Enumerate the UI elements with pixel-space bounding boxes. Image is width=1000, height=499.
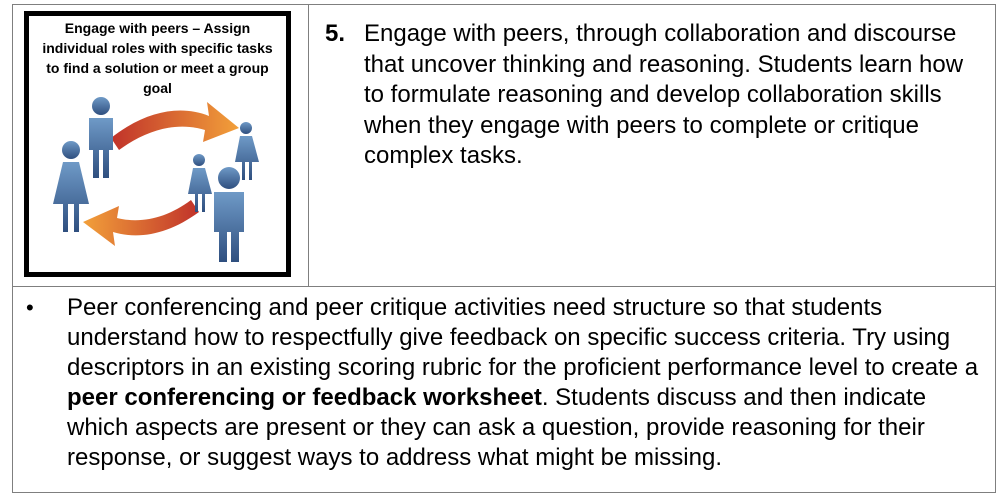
step-cell [309,5,995,286]
bullet-text-before: Peer conferencing and peer critique activities need structure so that students understand how to respectfully give feedback on specific success criteria. Try using descriptors in an existing scoring rubric for the proficient performance level to create a [67,294,979,381]
poster-caption: Engage with peers – Assign individual roles with specific tasks to find a solution or meet a group goal [42,20,273,96]
step-description: Engage with peers, through collaboration and discourse that uncover thinking and reasoning. Students learn how to formulate reasoning and develop collaboration skills when they engage with peers to complete or critique complex tasks. [364,20,964,169]
person-figure [214,167,244,262]
bullet-emphasis: peer conferencing or feedback worksheet [67,384,542,411]
bullet-text-after: . Students discuss and then indicate which aspects are present or they can ask a question, provide reasoning for their response, or suggest ways to address what might be missing. [67,384,927,471]
person-figure [89,97,113,178]
image-cell [13,5,309,286]
person-figure [53,141,89,232]
bullet-text [67,293,991,473]
table-row-bottom [13,287,995,492]
engage-with-peers-poster [24,11,291,277]
arrow-bottom [83,200,199,246]
step-number: 5. [325,20,346,47]
bullet-marker: • [26,295,34,320]
peer-collaboration-cycle-icon [49,94,269,264]
table-row-top [13,5,995,287]
person-figure [235,122,259,180]
content-table [12,4,996,493]
arrow-top [111,102,239,150]
